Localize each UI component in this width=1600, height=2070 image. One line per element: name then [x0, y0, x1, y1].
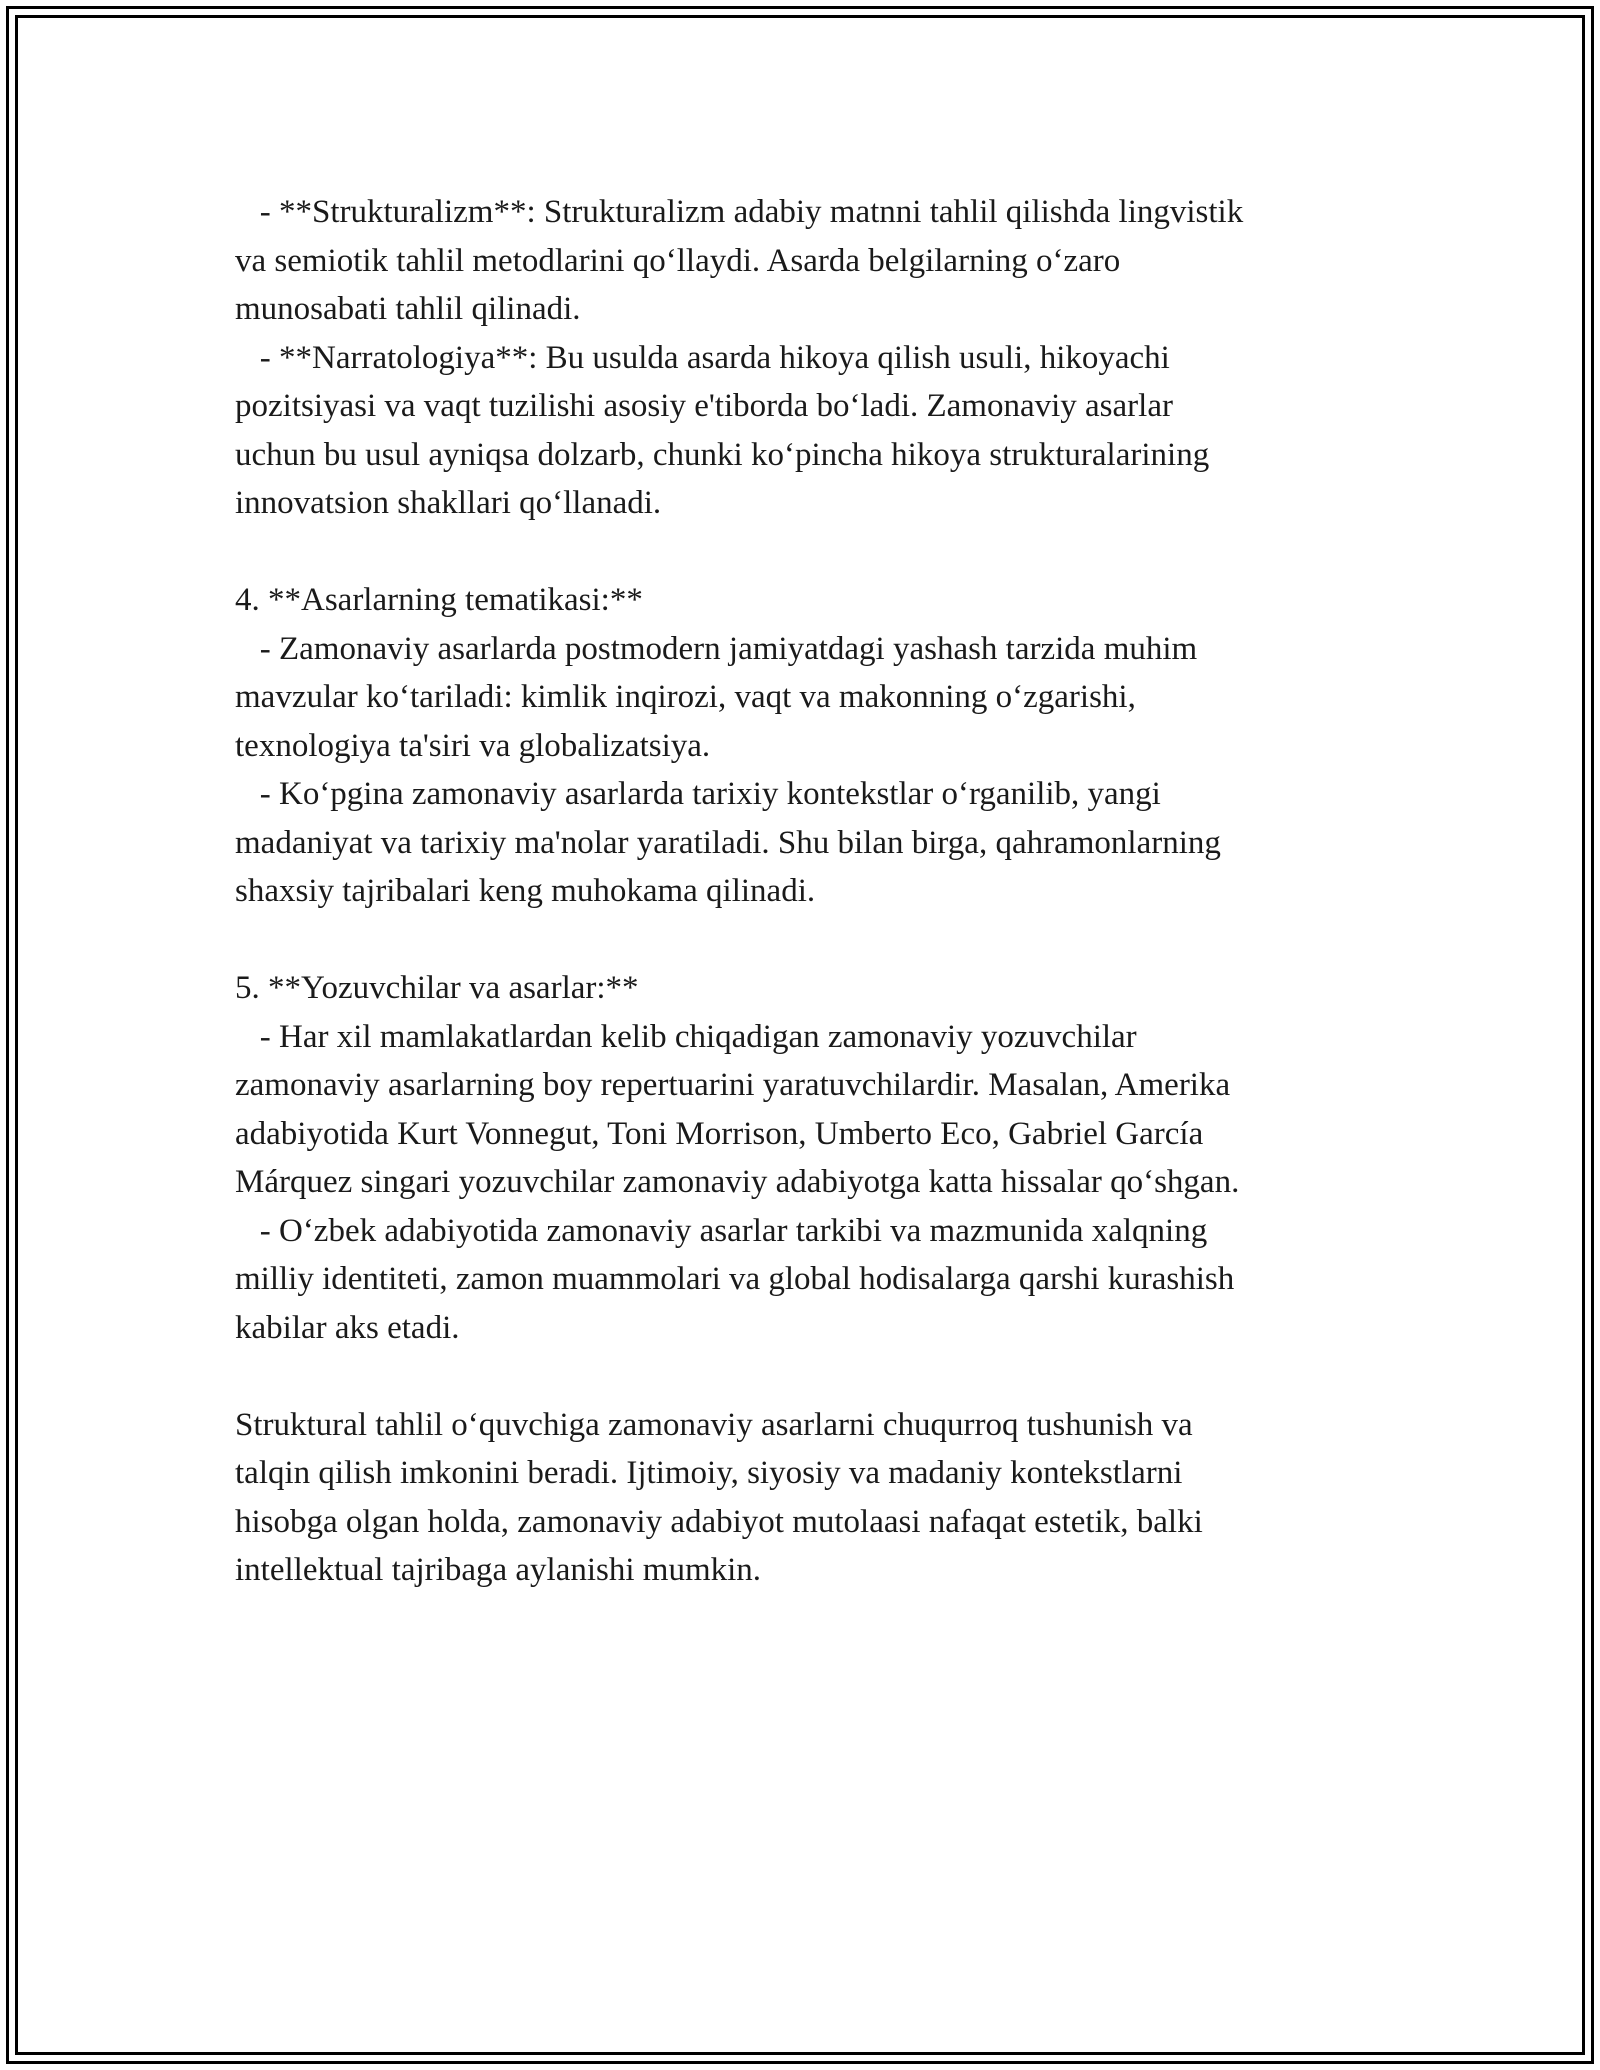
paragraph-spacer — [235, 1352, 1375, 1401]
text-line: Márquez singari yozuvchilar zamonaviy adabiyotga katta hissalar qo‘shgan. — [235, 1164, 1240, 1200]
text-line: pozitsiyasi va vaqt tuzilishi asosiy e'tiborda bo‘ladi. Zamonaviy asarlar — [235, 388, 1173, 424]
text-line: Struktural tahlil o‘quvchiga zamonaviy asarlarni chuqurroq tushunish va — [235, 1406, 1193, 1443]
text-line: mavzular ko‘tariladi: kimlik inqirozi, vaqt va makonning o‘zgarishi, — [235, 679, 1136, 715]
yozuvchilar-item-1 — [235, 1013, 1375, 1207]
tematika-section-heading — [235, 576, 1375, 625]
conclusion-paragraph — [235, 1401, 1375, 1595]
strukturalizm-item — [235, 188, 1375, 334]
text-line: munosabati tahlil qilinadi. — [235, 291, 581, 327]
text-line: - **Strukturalizm**: Strukturalizm adabiy matnni tahlil qilishda lingvistik — [235, 194, 1244, 230]
yozuvchilar-section-heading — [235, 964, 1375, 1013]
text-line: zamonaviy asarlarning boy repertuarini yaratuvchilardir. Masalan, Amerika — [235, 1067, 1231, 1103]
text-line: madaniyat va tarixiy ma'nolar yaratiladi. Shu bilan birga, qahramonlarning — [235, 824, 1221, 861]
text-line: milliy identiteti, zamon muammolari va global hodisalarga qarshi kurashish — [235, 1261, 1235, 1297]
text-line: va semiotik tahlil metodlarini qo‘llaydi. Asarda belgilarning o‘zaro — [235, 242, 1121, 279]
text-line: - Ko‘pgina zamonaviy asarlarda tarixiy kontekstlar o‘rganilib, yangi — [235, 776, 1161, 812]
paragraph-spacer — [235, 916, 1375, 965]
tematika-item-2 — [235, 770, 1375, 916]
text-line: shaxsiy tajribalari keng muhokama qilinadi. — [235, 873, 816, 909]
text-line: kabilar aks etadi. — [235, 1309, 460, 1346]
section-heading: 4. **Asarlarning tematikasi:** — [235, 582, 643, 618]
text-line: adabiyotida Kurt Vonnegut, Toni Morrison, Umberto Eco, Gabriel García — [235, 1115, 1204, 1152]
text-line: texnologiya ta'siri va globalizatsiya. — [235, 727, 711, 764]
section-heading: 5. **Yozuvchilar va asarlar:** — [235, 970, 639, 1006]
narratologiya-item — [235, 334, 1375, 528]
text-line: intellektual tajribaga aylanishi mumkin. — [235, 1552, 762, 1588]
text-line: - Har xil mamlakatlardan kelib chiqadigan zamonaviy yozuvchilar — [235, 1018, 1137, 1055]
text-line: uchun bu usul ayniqsa dolzarb, chunki ko‘pincha hikoya strukturalarining — [235, 436, 1210, 473]
yozuvchilar-item-2 — [235, 1207, 1375, 1353]
text-line: innovatsion shakllari qo‘llanadi. — [235, 485, 662, 521]
text-line: - **Narratologiya**: Bu usulda asarda hikoya qilish usuli, hikoyachi — [235, 339, 1170, 376]
text-line: - Zamonaviy asarlarda postmodern jamiyatdagi yashash tarzida muhim — [235, 630, 1198, 667]
text-line: talqin qilish imkonini beradi. Ijtimoiy, siyosiy va madaniy kontekstlarni — [235, 1455, 1183, 1491]
tematika-item-1 — [235, 625, 1375, 771]
paragraph-spacer — [235, 528, 1375, 577]
document-body — [235, 188, 1375, 1595]
text-line: - O‘zbek adabiyotida zamonaviy asarlar tarkibi va mazmunida xalqning — [235, 1212, 1208, 1249]
text-line: hisobga olgan holda, zamonaviy adabiyot mutolaasi nafaqat estetik, balki — [235, 1503, 1203, 1540]
